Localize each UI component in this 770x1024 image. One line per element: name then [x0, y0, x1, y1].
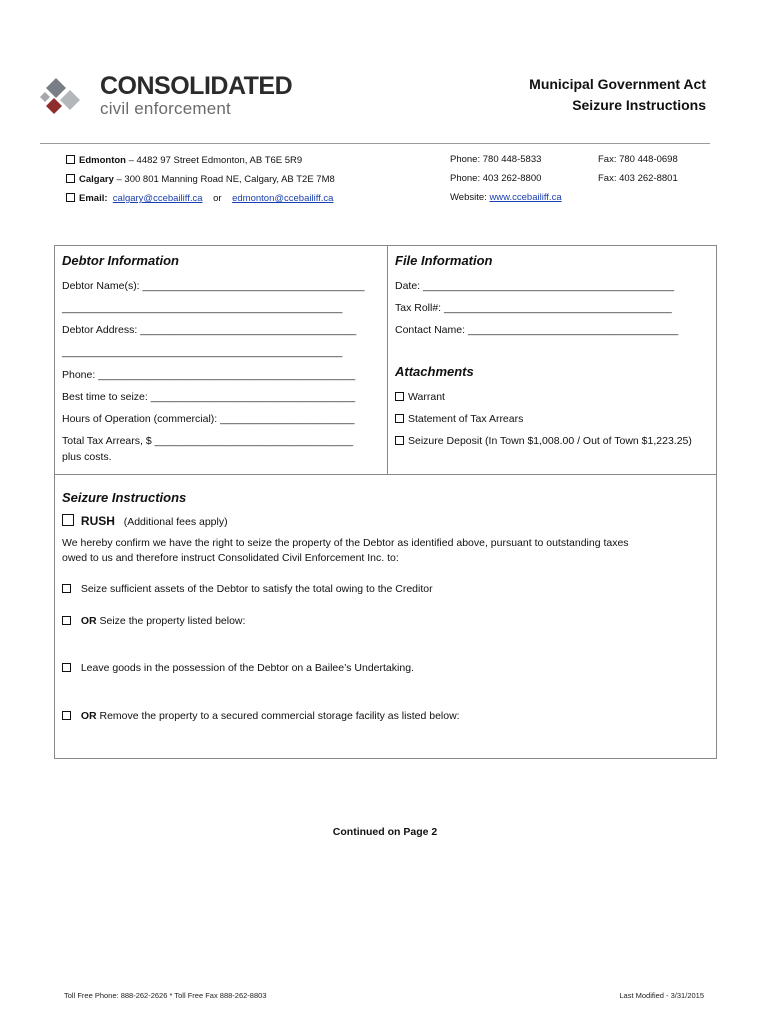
confirm-text-line-1: We hereby confirm we have the right to seize the property of the Debtor as identified above, pursuant to outstanding taxes — [62, 537, 629, 549]
option-seize-property[interactable]: OR Seize the property listed below: — [62, 615, 245, 627]
logo-mark-icon — [40, 76, 96, 118]
contact-name-field[interactable]: Contact Name: ____________________________________ — [395, 324, 679, 336]
section-divider — [55, 474, 716, 475]
office-address: – 4482 97 Street Edmonton, AB T6E 5R9 — [125, 155, 303, 166]
rush-checkbox[interactable] — [62, 514, 74, 526]
option-bailee[interactable]: Leave goods in the possession of the Debtor on a Bailee’s Undertaking. — [62, 662, 414, 674]
hours-field[interactable]: Hours of Operation (commercial): _______________________ — [62, 413, 355, 425]
form-box — [54, 245, 717, 759]
column-divider — [387, 246, 388, 474]
rush-option[interactable] — [62, 513, 228, 528]
deposit-checkbox[interactable] — [395, 436, 404, 445]
attachments-title: Attachments — [395, 364, 474, 379]
statement-checkbox[interactable] — [395, 414, 404, 423]
seize-property-checkbox[interactable] — [62, 616, 71, 625]
option-seize-assets[interactable]: Seize sufficient assets of the Debtor to satisfy the total owing to the Creditor — [62, 583, 433, 595]
debtor-name-field[interactable]: Debtor Name(s): ______________________________________ — [62, 280, 365, 292]
office-row-calgary — [66, 173, 696, 192]
confirm-text-line-2: owed to us and therefore instruct Consolidated Civil Enforcement Inc. to: — [62, 552, 399, 564]
debtor-phone-field[interactable]: Phone: ____________________________________________ — [62, 369, 356, 381]
seize-assets-checkbox[interactable] — [62, 584, 71, 593]
edmonton-email-link[interactable]: edmonton@ccebailiff.ca — [232, 193, 334, 204]
rush-label: RUSH — [80, 514, 115, 528]
tax-arrears-field[interactable]: Total Tax Arrears, $ __________________________________ — [62, 435, 354, 447]
tax-roll-field[interactable]: Tax Roll#: _______________________________________ — [395, 302, 672, 314]
attachment-statement[interactable]: Statement of Tax Arrears — [395, 413, 523, 425]
header-divider — [40, 143, 710, 144]
office-city: Calgary — [79, 174, 114, 185]
office-list — [66, 154, 696, 211]
logo-tagline: civil enforcement — [100, 99, 231, 118]
attachment-deposit[interactable]: Seizure Deposit (In Town $1,008.00 / Out of Town $1,223.25) — [395, 435, 692, 447]
footer-last-modified: Last Modified - 3/31/2015 — [619, 991, 704, 1000]
logo-wordmark: CONSOLIDATED — [100, 72, 293, 100]
document-title — [529, 74, 706, 116]
email-label: Email: — [79, 193, 108, 204]
office-phone: Phone: 403 262-8800 — [450, 173, 542, 184]
bailee-checkbox[interactable] — [62, 663, 71, 672]
website-link[interactable]: www.ccebailiff.ca — [489, 192, 562, 203]
edmonton-checkbox[interactable] — [66, 155, 75, 164]
company-logo — [40, 72, 310, 122]
office-phone: Phone: 780 448-5833 — [450, 154, 542, 165]
file-info-title: File Information — [395, 253, 493, 268]
office-row-edmonton — [66, 154, 696, 173]
warrant-checkbox[interactable] — [395, 392, 404, 401]
title-line-1: Municipal Government Act — [529, 76, 706, 92]
debtor-name-field-2[interactable]: ________________________________________________ — [62, 302, 343, 314]
office-fax: Fax: 403 262-8801 — [598, 173, 678, 184]
attachment-warrant[interactable]: Warrant — [395, 391, 445, 403]
email-checkbox[interactable] — [66, 193, 75, 202]
date-field[interactable]: Date: ___________________________________________ — [395, 280, 675, 292]
calgary-email-link[interactable]: calgary@ccebailiff.ca — [112, 193, 203, 204]
storage-checkbox[interactable] — [62, 711, 71, 720]
rush-note: (Additional fees apply) — [123, 516, 228, 528]
office-city: Edmonton — [79, 155, 126, 166]
office-row-email — [66, 192, 696, 211]
debtor-info-title: Debtor Information — [62, 253, 179, 268]
best-time-field[interactable]: Best time to seize: ___________________________________ — [62, 391, 356, 403]
plus-costs-label: plus costs. — [62, 451, 112, 463]
seizure-instructions-title: Seizure Instructions — [62, 490, 187, 505]
calgary-checkbox[interactable] — [66, 174, 75, 183]
office-fax: Fax: 780 448-0698 — [598, 154, 678, 165]
office-address: – 300 801 Manning Road NE, Calgary, AB T2E 7M8 — [113, 174, 335, 185]
option-storage[interactable]: OR Remove the property to a secured commercial storage facility as listed below: — [62, 710, 460, 722]
continued-note: Continued on Page 2 — [332, 826, 438, 838]
or-text: or — [213, 193, 222, 204]
footer-toll-free: Toll Free Phone: 888-262-2626 * Toll Free Fax 888-262-8803 — [64, 991, 267, 1000]
website-label: Website: — [450, 192, 490, 203]
debtor-address-field-2[interactable]: ________________________________________________ — [62, 346, 343, 358]
title-line-2: Seizure Instructions — [572, 97, 706, 113]
debtor-address-field[interactable]: Debtor Address: _____________________________________ — [62, 324, 357, 336]
